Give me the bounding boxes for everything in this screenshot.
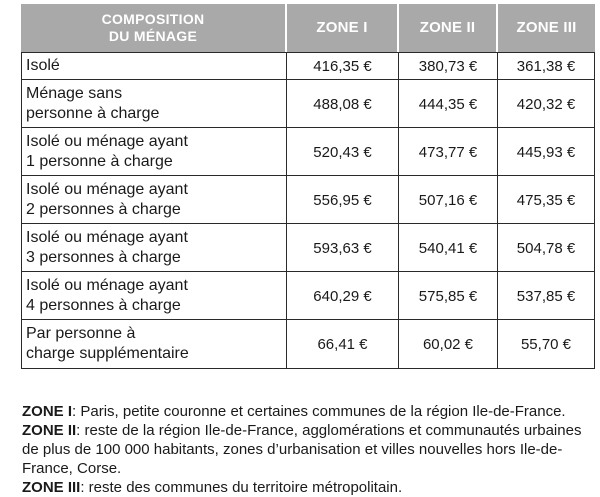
cell-zone-1: 66,41 € — [287, 320, 399, 369]
legend-zone-2-text: : reste de la région Ile-de-France, agglomérations et communautés urbaines de plus de 100 000 habitants, zones d’urbanisation et villes nouvelles hors Ile-de-France, Corse. — [22, 422, 582, 477]
header-zone-3: ZONE III — [498, 4, 595, 52]
cell-zone-2: 540,41 € — [399, 224, 498, 272]
row-label-line2: 1 personne à charge — [26, 152, 173, 170]
row-label-line1: Par personne à — [26, 325, 136, 342]
legend-zone-1-text: : Paris, petite couronne et certaines communes de la région Ile-de-France. — [72, 403, 566, 420]
cell-zone-3: 445,93 € — [498, 128, 595, 176]
row-label — [21, 176, 287, 224]
row-label-line1: Isolé ou ménage ayant — [26, 132, 188, 150]
cell-zone-3: 55,70 € — [498, 320, 595, 369]
row-label — [21, 128, 287, 176]
row-label-line2: 2 personnes à charge — [26, 200, 181, 218]
cell-zone-1: 520,43 € — [287, 128, 399, 176]
cell-zone-1: 416,35 € — [287, 52, 399, 80]
table-row — [21, 272, 595, 320]
row-label-line1: Ménage sans — [26, 84, 123, 102]
cell-zone-3: 504,78 € — [498, 224, 595, 272]
header-zone-2: ZONE II — [399, 4, 498, 52]
row-label — [21, 224, 287, 272]
cell-zone-1: 556,95 € — [287, 176, 399, 224]
legend-zone-3-label: ZONE III — [22, 479, 81, 496]
cell-zone-2: 444,35 € — [399, 80, 498, 128]
cell-zone-3: 537,85 € — [498, 272, 595, 320]
table-row — [21, 224, 595, 272]
legend-paragraph — [22, 402, 598, 497]
cell-zone-3: 475,35 € — [498, 176, 595, 224]
row-label-line1: Isolé ou ménage ayant — [26, 228, 188, 246]
allowance-table-wrapper — [21, 4, 595, 369]
row-label — [21, 80, 287, 128]
table-row — [21, 320, 595, 369]
cell-zone-2: 575,85 € — [399, 272, 498, 320]
table-row — [21, 128, 595, 176]
cell-zone-2: 380,73 € — [399, 52, 498, 80]
row-label-line2: 4 personnes à charge — [26, 296, 181, 314]
allowance-rates-table — [21, 4, 595, 369]
row-label-line2: personne à charge — [26, 104, 160, 122]
cell-zone-2: 507,16 € — [399, 176, 498, 224]
row-label-line1: Isolé — [26, 57, 60, 74]
row-label-line2: charge supplémentaire — [26, 345, 189, 362]
row-label-line1: Isolé ou ménage ayant — [26, 276, 188, 294]
row-label — [21, 320, 287, 369]
cell-zone-1: 640,29 € — [287, 272, 399, 320]
cell-zone-2: 60,02 € — [399, 320, 498, 369]
table-header-row — [21, 4, 595, 52]
cell-zone-1: 488,08 € — [287, 80, 399, 128]
legend-zone-2-label: ZONE II — [22, 422, 77, 439]
zone-legend — [22, 402, 598, 497]
cell-zone-1: 593,63 € — [287, 224, 399, 272]
legend-zone-1-label: ZONE I — [22, 403, 73, 420]
row-label — [21, 272, 287, 320]
cell-zone-2: 473,77 € — [399, 128, 498, 176]
table-row — [21, 52, 595, 80]
table-row — [21, 176, 595, 224]
header-composition-line2: DU MÉNAGE — [108, 28, 198, 44]
header-composition-line1: COMPOSITION — [101, 11, 205, 27]
row-label-line2: 3 personnes à charge — [26, 248, 181, 266]
header-composition — [21, 4, 287, 52]
cell-zone-3: 361,38 € — [498, 52, 595, 80]
row-label — [21, 52, 287, 80]
header-zone-1: ZONE I — [287, 4, 399, 52]
cell-zone-3: 420,32 € — [498, 80, 595, 128]
table-row — [21, 80, 595, 128]
legend-zone-3-text: : reste des communes du territoire métropolitain. — [80, 479, 403, 496]
row-label-line1: Isolé ou ménage ayant — [26, 180, 188, 198]
